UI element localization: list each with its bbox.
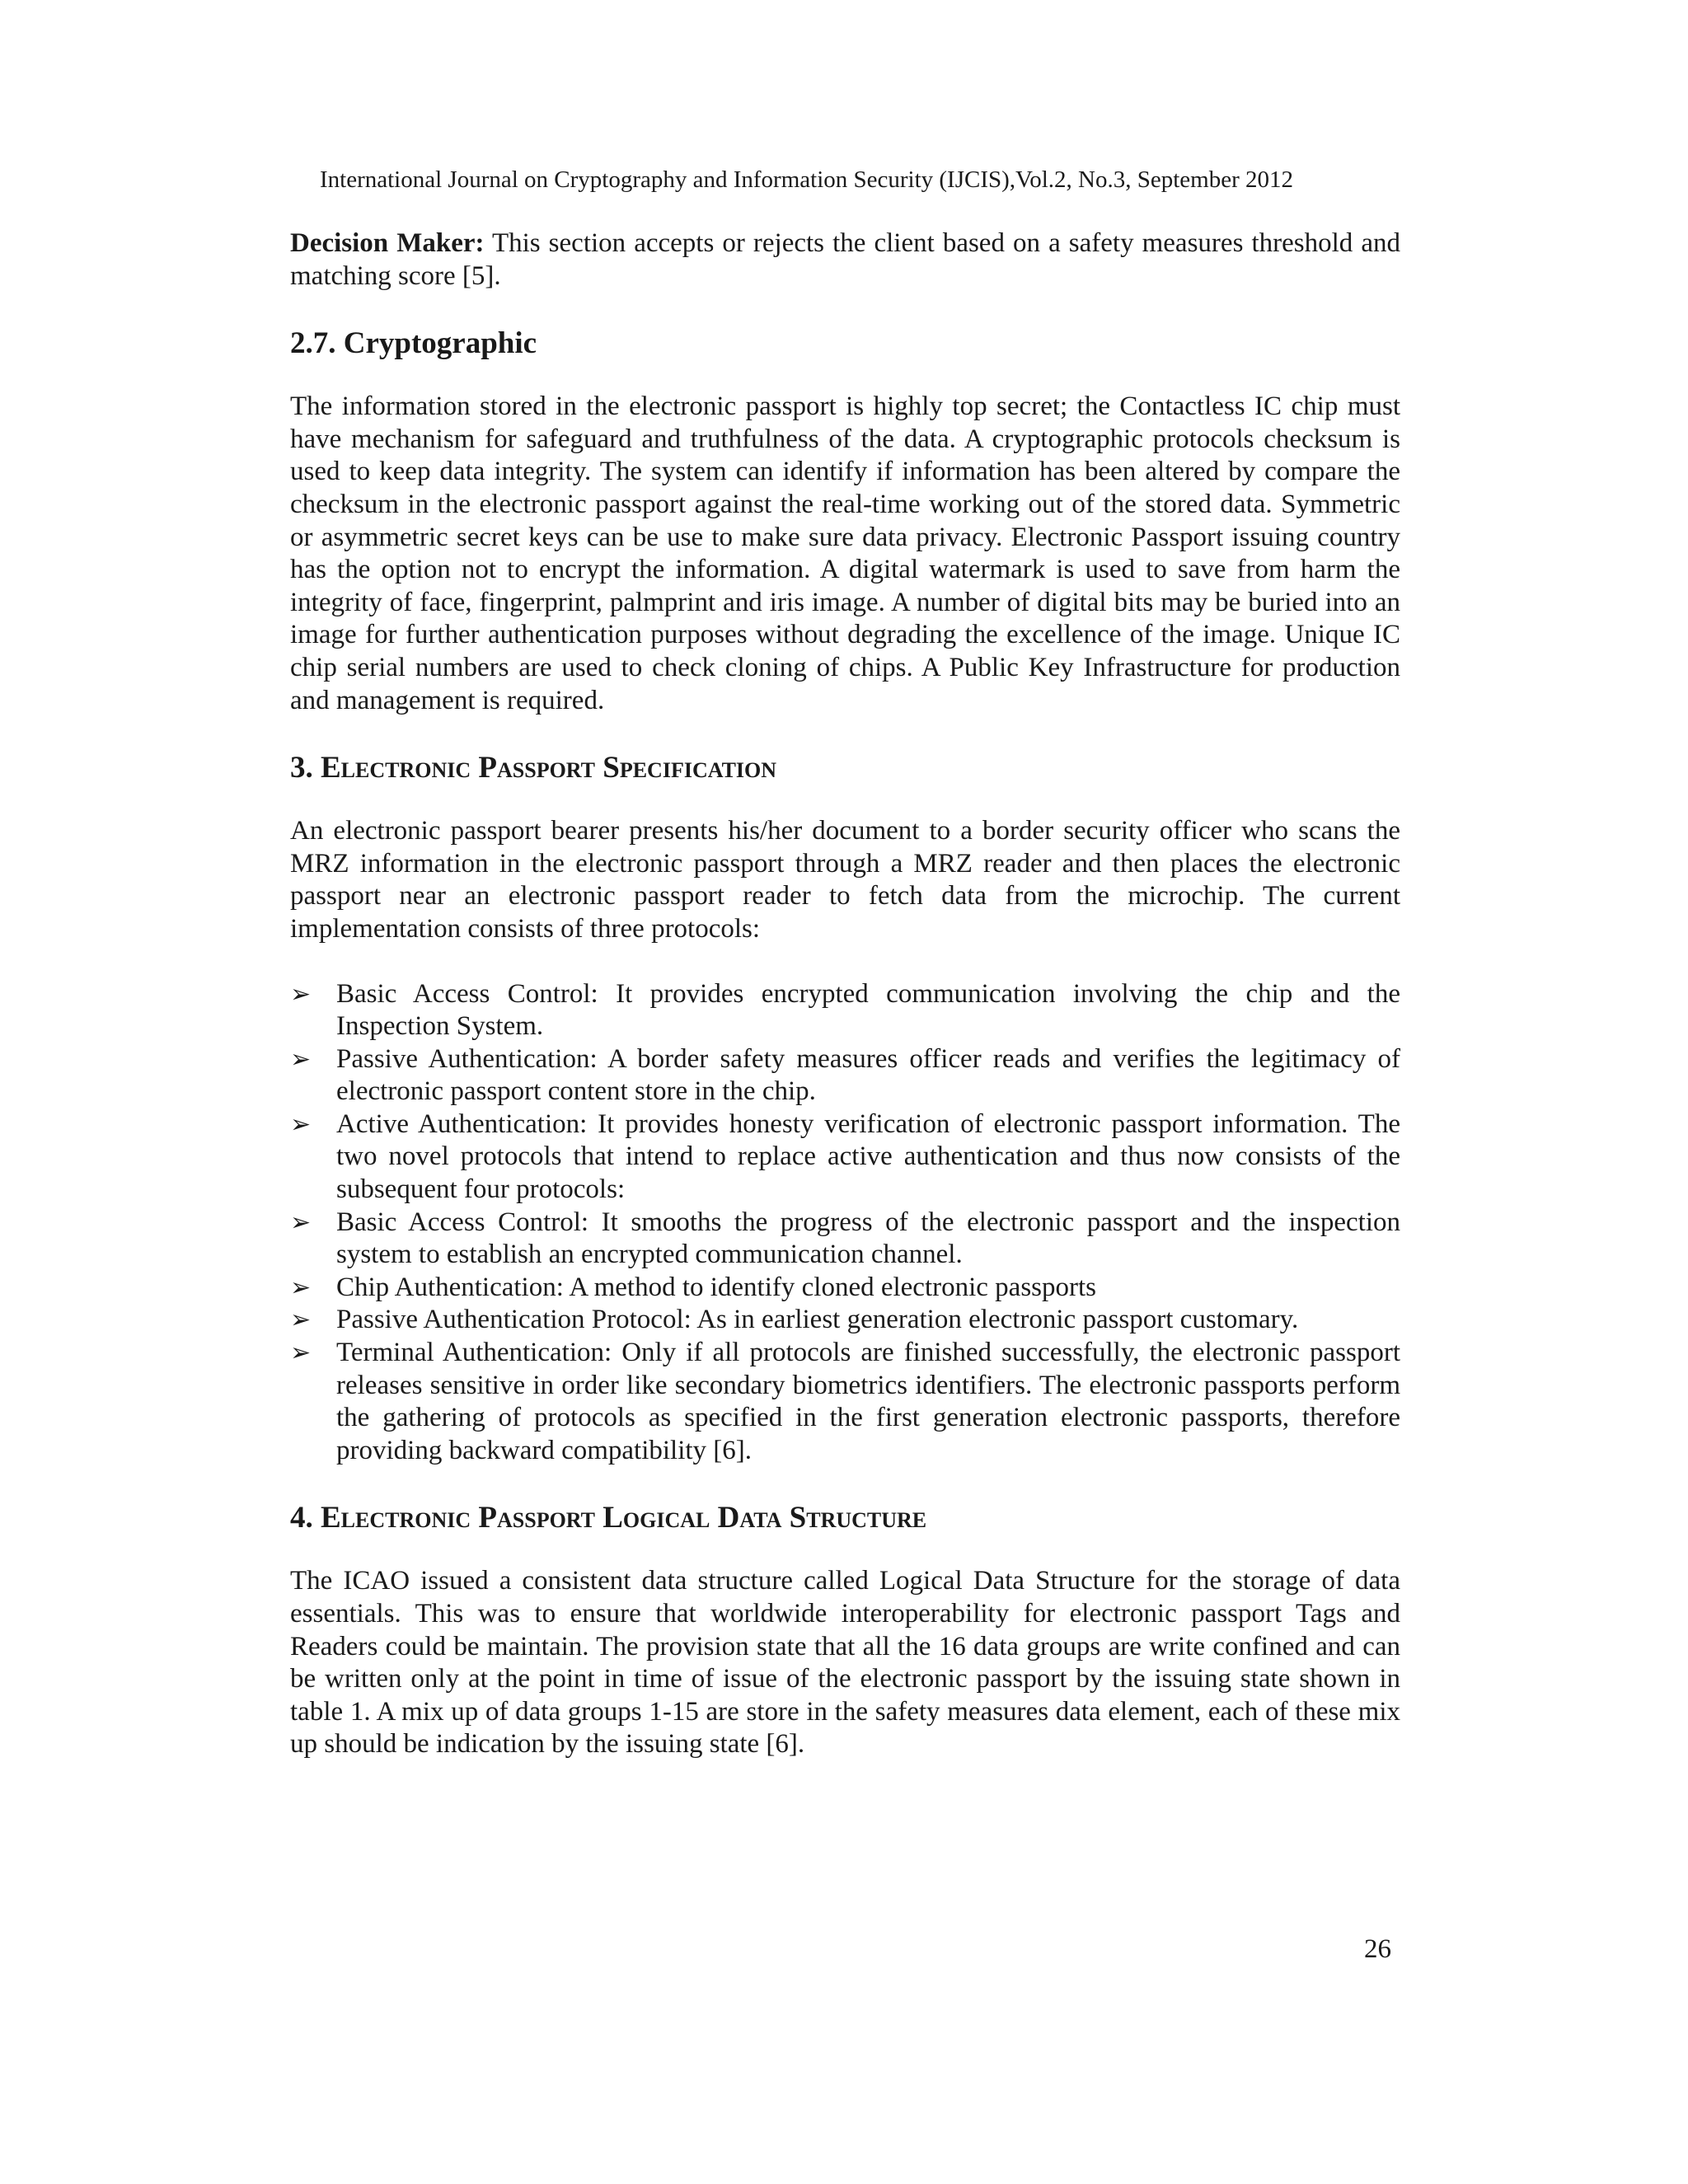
section-heading-cryptographic: 2.7. Cryptographic	[290, 326, 537, 361]
decision-maker-text: This section accepts or rejects the client based on a safety measures threshold and matching score [5].	[290, 228, 1400, 291]
list-item	[290, 1304, 1400, 1337]
arrow-bullet-icon: ➢	[290, 1305, 312, 1335]
list-item-text: Basic Access Control: It smooths the progress of the electronic passport and the inspection system to establish an encrypted communication channel.	[336, 1207, 1400, 1270]
arrow-bullet-icon: ➢	[290, 1109, 312, 1139]
arrow-bullet-icon: ➢	[290, 1044, 312, 1074]
arrow-bullet-icon: ➢	[290, 1272, 312, 1302]
list-item-text: Passive Authentication Protocol: As in earliest generation electronic passport customary.	[336, 1305, 1299, 1335]
protocol-list	[290, 978, 1400, 1468]
list-item	[290, 1108, 1400, 1207]
decision-maker-paragraph	[290, 227, 1400, 293]
arrow-bullet-icon: ➢	[290, 1207, 312, 1237]
list-item	[290, 1272, 1400, 1305]
list-item	[290, 1337, 1400, 1467]
list-item-text: Terminal Authentication: Only if all protocols are finished successfully, the electronic passport releases sensitive in order like secondary biometrics identifiers. The electronic passports perform the gathering of protocols as specified in the first generation electronic passports, therefore providing backward compatibility [6].	[336, 1338, 1400, 1465]
body-column	[290, 227, 1400, 1761]
list-item-text: Basic Access Control: It provides encrypted communication involving the chip and the Inspection System.	[336, 978, 1400, 1042]
list-item-text: Passive Authentication: A border safety measures officer reads and verifies the legitimacy of electronic passport content store in the chip.	[336, 1043, 1400, 1107]
page-number: 26	[1364, 1934, 1391, 1964]
specification-paragraph: An electronic passport bearer presents his/her document to a border security officer who scans the MRZ information in the electronic passport through a MRZ reader and then places the electronic passport near an electronic passport reader to fetch data from the microchip. The current implementation consists of three protocols:	[290, 816, 1400, 944]
list-item	[290, 1043, 1400, 1108]
list-item	[290, 978, 1400, 1043]
list-item-text: Active Authentication: It provides honesty verification of electronic passport information. The two novel protocols that intend to replace active authentication and thus now consists of the subsequent four protocols:	[336, 1108, 1400, 1205]
decision-maker-lead: Decision Maker:	[290, 228, 485, 258]
cryptographic-paragraph: The information stored in the electronic passport is highly top secret; the Contactless IC chip must have mechanism for safeguard and truthfulness of the data. A cryptographic protocols checksum is used to keep data integrity. The system can identify if information has been altered by compare the checksum in the electronic passport against the real-time working out of the stored data. Symmetric or asymmetric secret keys can be use to make sure data privacy. Electronic Passport issuing country has the option not to encrypt the information. A digital watermark is used to save from harm the integrity of face, fingerprint, palmprint and iris image. A number of digital bits may be buried into an image for further authentication purposes without degrading the excellence of the image. Unique IC chip serial numbers are used to check cloning of chips. A Public Key Infrastructure for production and management is required.	[290, 391, 1400, 715]
logical-data-structure-paragraph: The ICAO issued a consistent data structure called Logical Data Structure for the storage of data essentials. This was to ensure that worldwide interoperability for electronic passport Tags and Readers could be maintain. The provision state that all the 16 data groups are write confined and can be written only at the point in time of issue of the electronic passport by the issuing state shown in table 1. A mix up of data groups 1-15 are store in the safety measures data element, each of these mix up should be indication by the issuing state [6].	[290, 1566, 1400, 1760]
arrow-bullet-icon: ➢	[290, 1338, 312, 1368]
running-head: International Journal on Cryptography and Information Security (IJCIS),Vol.2, No.3, September 2012	[320, 166, 1293, 193]
list-item-text: Chip Authentication: A method to identify cloned electronic passports	[336, 1272, 1097, 1302]
section-heading-passport-specification: 3. Electronic Passport Specification	[290, 751, 777, 785]
section-heading-logical-data-structure: 4. Electronic Passport Logical Data Structure	[290, 1501, 927, 1535]
arrow-bullet-icon: ➢	[290, 979, 312, 1009]
list-item	[290, 1207, 1400, 1272]
